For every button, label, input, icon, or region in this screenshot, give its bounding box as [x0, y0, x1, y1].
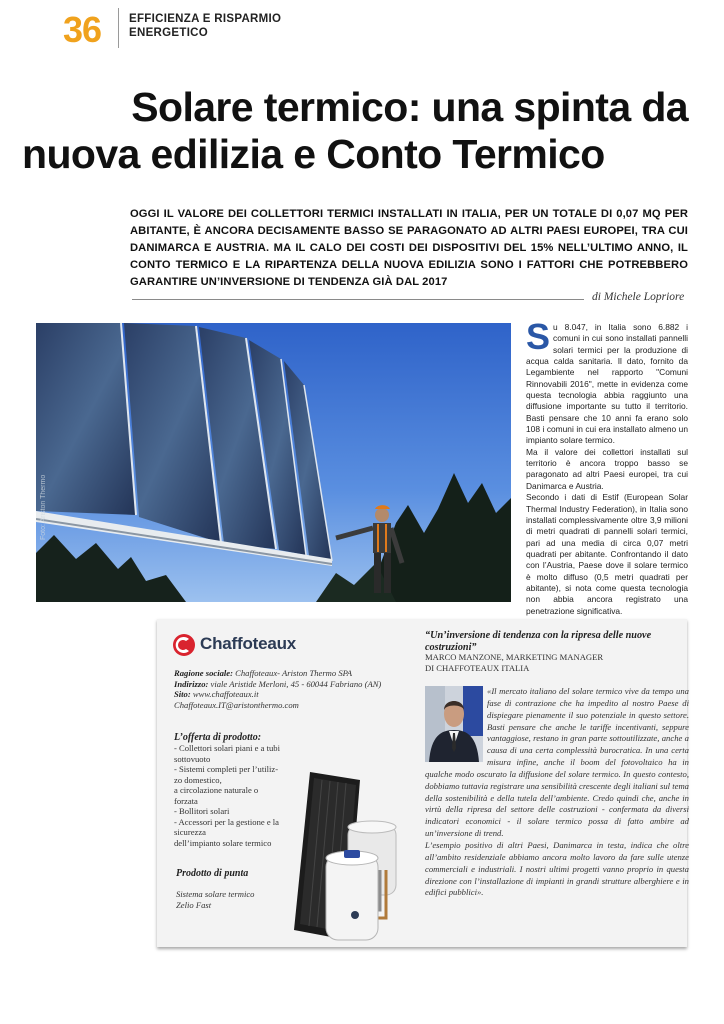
flagship-product	[176, 889, 286, 911]
author-line-1: MARCO MANZONE, MARKETING MANAGER	[425, 652, 604, 662]
byline-rule	[132, 299, 584, 300]
address-row	[174, 679, 414, 690]
interview-paragraph-1: «Il mercato italiano del solare termico vive da tempo una fase di contrazione che ha impedito al nostro Paese di dispiegare pienamente il suo potenziale in questo settore. Basti pensare che anche le tariffe incentivanti, seppure vantaggiose, restano in gran parte sottoutilizzate, anche a causa di una certa complessità burocratica. In una certa misura infine, anche il boom del fotovoltaico ha in qualche modo oscurato la diffusione del solare termico. In questo contesto, dobbiamo tuttavia registrare una sensibilità crescente degli italiani sul tema della sostenibilità e della tutela dell’ambiente. Credo quindi che, anche in virtù della ripresa del settore delle costruzioni - confermata da diversi indicatori economici - il solare termico possa di fatto ambire ad un’inversione di trend.	[425, 686, 689, 839]
body-paragraph-3: Secondo i dati di Estif (European Solar Thermal Industry Federation), in Italia sono installati complessivamente oltre 3,9 milioni di metri quadrati di pannelli solari termici, pari ad una media di circa 0,07 metri quadrati per abitante. Confrontando il dato con l’Austria, Paese dove il solare termico è molto diffuso (0,5 metri quadrati per abitante), si nota come questa tecnologia non abbia ancora registrato una penetrazione significativa.	[526, 492, 688, 616]
brand-name: Chaffoteaux	[200, 634, 297, 653]
company-info	[174, 668, 414, 710]
article-title-line-1: Solare termico: una spinta da	[131, 84, 688, 130]
address-label: Indirizzo:	[174, 678, 209, 689]
drop-cap: S	[526, 316, 551, 357]
offer-item: - Accessori per la gestione e la	[174, 816, 279, 827]
solar-panels-illustration	[36, 323, 511, 602]
article-body	[526, 316, 688, 617]
interview-author	[425, 652, 680, 673]
flagship-title: Prodotto di punta	[176, 868, 249, 879]
interview-title: “Un’inversione di tendenza con la ripresa delle nuove costruzioni”	[425, 630, 652, 653]
page-number: 36	[63, 9, 102, 50]
offer-title: L’offerta di prodotto:	[174, 732, 262, 743]
site-label: Sito:	[174, 689, 191, 699]
body-paragraph	[526, 316, 688, 447]
marco-manzone-portrait	[425, 686, 483, 762]
offer-item: zo domestico,	[174, 774, 222, 785]
address-value: viale Aristide Merloni, 45 - 60044 Fabriano (AN)	[210, 678, 382, 689]
offer-item: a circolazione naturale o	[174, 785, 259, 795]
offer-item: - Bollitori solari	[174, 806, 230, 816]
section-title	[129, 12, 281, 40]
email-link[interactable]: Chaffoteaux.IT@aristonthermo.com	[174, 699, 299, 710]
company-label: Ragione sociale:	[174, 668, 233, 678]
offer-item: - Sistemi completi per l’utiliz-	[174, 764, 279, 774]
zelio-fast-product-image	[292, 770, 402, 945]
company-value: Chaffoteaux- Ariston Thermo SPA	[235, 668, 353, 678]
photo-credit: Foto: Ariston Thermo	[40, 474, 47, 540]
article-lead: OGGI IL VALORE DEI COLLETTORI TERMICI INSTALLATI IN ITALIA, PER UN TOTALE DI 0,07 MQ PER ABITANTE, È ANCORA DECISAMENTE BASSO SE PARAGONATO AD ALTRI PAESI EUROPEI, TRA CUI DANIMARCA E AUSTRIA. MA IL CALO DEI COSTI DEI DISPOSITIVI DEL 15% NELL’ULTIMO ANNO, IL CONTO TERMICO E LA RIPARTENZA DELLA NUOVA EDILIZIA SONO I FATTORI CHE POTREBBERO GARANTIRE UN’INVERSIONE DI TENDENZA GIÀ DAL 2017	[130, 208, 688, 288]
site-row	[174, 689, 414, 700]
article-title	[22, 84, 712, 178]
offer-list	[174, 743, 299, 848]
flagship-line-1: Sistema solare termico	[176, 889, 255, 899]
section-title-line-2: ENERGETICO	[129, 27, 209, 39]
offer-item: forzata	[174, 795, 198, 806]
interview-paragraph-2: L’esempio positivo di altri Paesi, Danimarca in testa, indica che oltre all’ambito residenziale abbiamo ancora molto lavoro da fare sulle utenze commerciali e industriali. I nostri ultimi progetti vanno proprio in questa direzione con l’installazione di impianti in grandi strutture alberghiere e in edifici pubblici».	[425, 839, 689, 898]
site-link[interactable]: www.chaffoteaux.it	[192, 689, 259, 699]
offer-item: - Collettori solari piani e a tubi sottovuoto	[174, 743, 280, 764]
article-title-line-2: nuova edilizia e Conto Termico	[22, 131, 605, 177]
body-paragraph-1: u 8.047, in Italia sono 6.882 i comuni in cui sono installati pannelli solari termici per la produzione di acqua calda sanitaria. Il dato, fornito da Legambiente nel rapporto "Comuni Rinnovabili 2016", mette in evidenza come questa tecnologia abbia raggiunto una diffusione importante su tutto il territorio. Basti pensare che 10 anni fa erano solo 108 i comuni in cui era installato almeno un impianto solare termico.	[526, 322, 688, 446]
author-line-2: DI CHAFFOTEAUX ITALIA	[425, 662, 530, 673]
flagship-line-2: Zelio Fast	[176, 900, 212, 910]
solar-panels-photo	[36, 323, 511, 602]
section-title-line-1: EFFICIENZA E RISPARMIO	[129, 13, 282, 25]
header-divider	[118, 8, 119, 48]
body-paragraph-2: Ma il valore dei collettori installati sul territorio è ancora troppo basso se paragonato ad altri Paesi europei, tra cui Danimarca e Austria.	[526, 446, 688, 491]
offer-item: sicurezza	[174, 827, 206, 837]
byline: di Michele Lopriore	[592, 291, 685, 303]
company-row	[174, 668, 414, 679]
offer-item: dell’impianto solare termico	[174, 837, 272, 848]
